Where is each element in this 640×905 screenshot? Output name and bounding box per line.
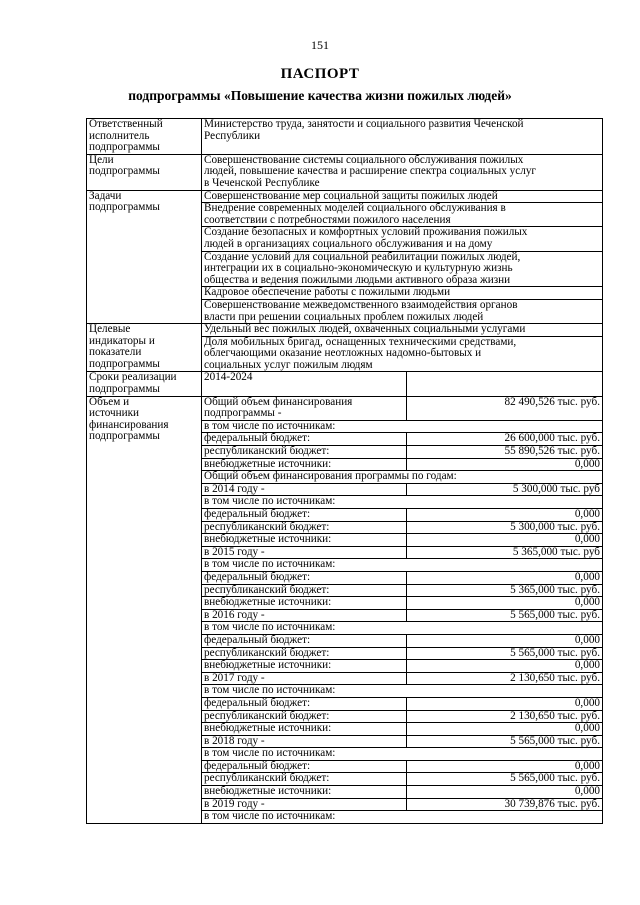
year-total-label-line: в 2015 году - xyxy=(204,545,265,558)
year-federal-label-line: федеральный бюджет: xyxy=(204,759,311,772)
task-item xyxy=(202,287,603,300)
funding-total-label-line: Общий объем финансирования xyxy=(204,395,353,408)
funding-total-label-line: подпрограммы - xyxy=(204,407,282,420)
year-total-label-line: в 2016 году - xyxy=(204,608,265,621)
year-total-value: 30 739,876 тыс. руб. xyxy=(407,798,603,811)
year-republic-label-line: республиканский бюджет: xyxy=(204,520,330,533)
year-federal-value: 0,000 xyxy=(407,571,603,584)
year-incl-text: в том числе по источникам: xyxy=(202,685,603,698)
funding-republic-label xyxy=(202,446,407,459)
year-republic-label xyxy=(202,647,407,660)
passport-table xyxy=(86,118,603,824)
year-federal-value: 0,000 xyxy=(407,634,603,647)
funding-offbudget-label-line: внебюджетные источники: xyxy=(204,457,332,470)
year-republic-label xyxy=(202,710,407,723)
funding-label-line: подпрограммы xyxy=(89,430,160,443)
funding-republic-label-line: республиканский бюджет: xyxy=(204,445,330,458)
year-federal-label-line: федеральный бюджет: xyxy=(204,508,311,520)
task-item-line: Создание безопасных и комфортных условий проживания пожилых xyxy=(204,226,528,239)
year-incl-text: в том числе по источникам: xyxy=(202,748,603,761)
task-item xyxy=(202,227,603,251)
year-offbudget-label-line: внебюджетные источники: xyxy=(204,722,332,735)
funding-by-years-text: Общий объем финансирования программы по годам: xyxy=(202,471,603,484)
funding-row xyxy=(87,396,603,420)
funding-label-line: Объем и xyxy=(89,395,130,408)
year-republic-label-line: республиканский бюджет: xyxy=(204,646,330,659)
year-offbudget-label-line: внебюджетные источники: xyxy=(204,533,332,546)
year-republic-label-line: республиканский бюджет: xyxy=(204,709,330,722)
task-item-line: интеграции их в социально-экономическую и культурную жизнь xyxy=(204,262,513,275)
year-offbudget-label-line: внебюджетные источники: xyxy=(204,785,332,798)
funding-federal-label xyxy=(202,433,407,446)
executor-value xyxy=(202,119,603,155)
year-republic-value: 5 565,000 тыс. руб. xyxy=(407,647,603,660)
funding-label-line: финансирования xyxy=(89,418,169,431)
terms-value: 2014-2024 xyxy=(202,372,407,396)
terms-label-line: подпрограммы xyxy=(89,383,160,396)
executor-label xyxy=(87,119,202,155)
year-offbudget-value: 0,000 xyxy=(407,597,603,610)
year-offbudget-value: 0,000 xyxy=(407,723,603,736)
terms-label-line: Сроки реализации xyxy=(89,371,177,384)
executor-label-line: Ответственный xyxy=(89,118,163,130)
document-title: ПАСПОРТ xyxy=(280,66,360,82)
executor-value-line: Республики xyxy=(204,129,261,142)
funding-federal-label-line: федеральный бюджет: xyxy=(204,432,311,445)
year-total-value: 5 300,000 тыс. руб xyxy=(407,483,603,496)
terms-empty xyxy=(407,372,603,396)
task-item-line: Совершенствование мер социальной защиты пожилых людей xyxy=(204,189,498,202)
indicator-item-line: облегчающими оказание неотложных надомно-бытовых и xyxy=(204,347,482,360)
year-federal-label xyxy=(202,634,407,647)
goals-value-line: в Чеченской Республике xyxy=(204,176,320,189)
goals-label xyxy=(87,154,202,190)
year-offbudget-label xyxy=(202,786,407,799)
year-republic-value: 5 365,000 тыс. руб. xyxy=(407,584,603,597)
year-federal-label xyxy=(202,571,407,584)
year-offbudget-label-line: внебюджетные источники: xyxy=(204,659,332,672)
indicators-label-line: индикаторы и xyxy=(89,334,155,347)
goals-label-line: Цели xyxy=(89,153,114,166)
task-item-line: соответствии с потребностями пожилого населения xyxy=(204,213,451,226)
year-total-label-line: в 2014 году - xyxy=(204,482,265,495)
year-republic-label xyxy=(202,584,407,597)
year-offbudget-label-line: внебюджетные источники: xyxy=(204,596,332,609)
tasks-label-line: подпрограммы xyxy=(89,201,160,214)
funding-incl-text: в том числе по источникам: xyxy=(202,420,603,433)
year-incl-text: в том числе по источникам: xyxy=(202,811,603,824)
year-federal-label-line: федеральный бюджет: xyxy=(204,570,311,583)
executor-label-line: исполнитель xyxy=(89,129,150,142)
year-republic-label xyxy=(202,521,407,534)
year-total-label-line: в 2017 году - xyxy=(204,671,265,684)
year-republic-label xyxy=(202,773,407,786)
year-federal-label-line: федеральный бюджет: xyxy=(204,696,311,709)
indicator-item xyxy=(202,336,603,372)
year-republic-label-line: республиканский бюджет: xyxy=(204,583,330,596)
task-item-line: Кадровое обеспечение работы с пожилыми людьми xyxy=(204,286,451,299)
year-total-label xyxy=(202,798,407,811)
task-item-line: людей в организациях социального обслуживания и на дому xyxy=(204,237,493,250)
year-total-label-line: в 2018 году - xyxy=(204,734,265,747)
year-offbudget-value: 0,000 xyxy=(407,534,603,547)
year-total-label xyxy=(202,483,407,496)
terms-label xyxy=(87,372,202,396)
document-subtitle: подпрограммы «Повышение качества жизни пожилых людей» xyxy=(128,88,512,103)
goals-row xyxy=(87,154,603,190)
indicators-label-line: подпрограммы xyxy=(89,357,160,370)
year-republic-value: 5 300,000 тыс. руб. xyxy=(407,521,603,534)
year-federal-label xyxy=(202,760,407,773)
year-total-label xyxy=(202,546,407,559)
tasks-label xyxy=(87,190,202,324)
year-federal-label-line: федеральный бюджет: xyxy=(204,633,311,646)
year-federal-label xyxy=(202,697,407,710)
executor-label-line: подпрограммы xyxy=(89,141,160,154)
year-republic-value: 2 130,650 тыс. руб. xyxy=(407,710,603,723)
year-offbudget-label xyxy=(202,660,407,673)
executor-value-line: Министерство труда, занятости и социального развития Чеченской xyxy=(204,118,524,130)
indicators-row xyxy=(87,324,603,337)
task-item xyxy=(202,190,603,203)
year-federal-label xyxy=(202,509,407,522)
year-incl-text: в том числе по источникам: xyxy=(202,622,603,635)
year-total-value: 5 565,000 тыс. руб. xyxy=(407,735,603,748)
year-total-value: 2 130,650 тыс. руб. xyxy=(407,672,603,685)
tasks-row xyxy=(87,190,603,203)
funding-federal-value: 26 600,000 тыс. руб. xyxy=(407,433,603,446)
year-total-label xyxy=(202,672,407,685)
year-federal-value: 0,000 xyxy=(407,760,603,773)
tasks-label-line: Задачи xyxy=(89,189,122,202)
task-item xyxy=(202,251,603,287)
indicators-label-line: показатели xyxy=(89,346,142,359)
year-total-label xyxy=(202,609,407,622)
goals-label-line: подпрограммы xyxy=(89,165,160,178)
task-item xyxy=(202,203,603,227)
goals-value-line: людей, повышение качества и расширение спектра социальных услуг xyxy=(204,165,537,178)
year-offbudget-value: 0,000 xyxy=(407,660,603,673)
task-item-line: Совершенствование межведомственного взаимодействия органов xyxy=(204,298,518,311)
year-offbudget-label xyxy=(202,723,407,736)
funding-offbudget-value: 0,000 xyxy=(407,458,603,471)
year-offbudget-label xyxy=(202,597,407,610)
indicators-label xyxy=(87,324,202,372)
funding-label-line: источники xyxy=(89,407,140,420)
year-offbudget-value: 0,000 xyxy=(407,786,603,799)
indicator-item-line: социальных услуг пожилым людям xyxy=(204,358,373,371)
task-item-line: Внедрение современных моделей социального обслуживания в xyxy=(204,202,506,215)
funding-republic-value: 55 890,526 тыс. руб. xyxy=(407,446,603,459)
year-total-value: 5 565,000 тыс. руб. xyxy=(407,609,603,622)
task-item-line: власти при решении социальных проблем пожилых людей xyxy=(204,310,484,323)
year-total-label-line: в 2019 году - xyxy=(204,797,265,810)
indicator-item xyxy=(202,324,603,337)
year-republic-value: 5 565,000 тыс. руб. xyxy=(407,773,603,786)
indicators-label-line: Целевые xyxy=(89,323,131,336)
funding-label xyxy=(87,396,202,823)
indicator-item-line: Доля мобильных бригад, оснащенных техническими средствами, xyxy=(204,335,517,348)
year-total-value: 5 365,000 тыс. руб xyxy=(407,546,603,559)
funding-offbudget-label xyxy=(202,458,407,471)
indicator-item-line: Удельный вес пожилых людей, охваченных социальными услугами xyxy=(204,323,526,336)
goals-value-line: Совершенствование системы социального обслуживания пожилых xyxy=(204,153,524,166)
funding-total-value: 82 490,526 тыс. руб. xyxy=(407,396,603,420)
year-incl-text: в том числе по источникам: xyxy=(202,559,603,572)
year-incl-text: в том числе по источникам: xyxy=(202,496,603,509)
goals-value xyxy=(202,154,603,190)
year-total-label xyxy=(202,735,407,748)
page-number: 151 xyxy=(311,38,329,52)
year-federal-value: 0,000 xyxy=(407,697,603,710)
terms-row xyxy=(87,372,603,396)
year-republic-label-line: республиканский бюджет: xyxy=(204,772,330,785)
executor-row xyxy=(87,119,603,155)
task-item-line: Создание условий для социальной реабилитации пожилых людей, xyxy=(204,250,521,263)
year-federal-value: 0,000 xyxy=(407,509,603,522)
task-item-line: общества и ведения пожилыми людьми активного образа жизни xyxy=(204,273,511,286)
year-offbudget-label xyxy=(202,534,407,547)
funding-total-label xyxy=(202,396,407,420)
task-item xyxy=(202,299,603,323)
